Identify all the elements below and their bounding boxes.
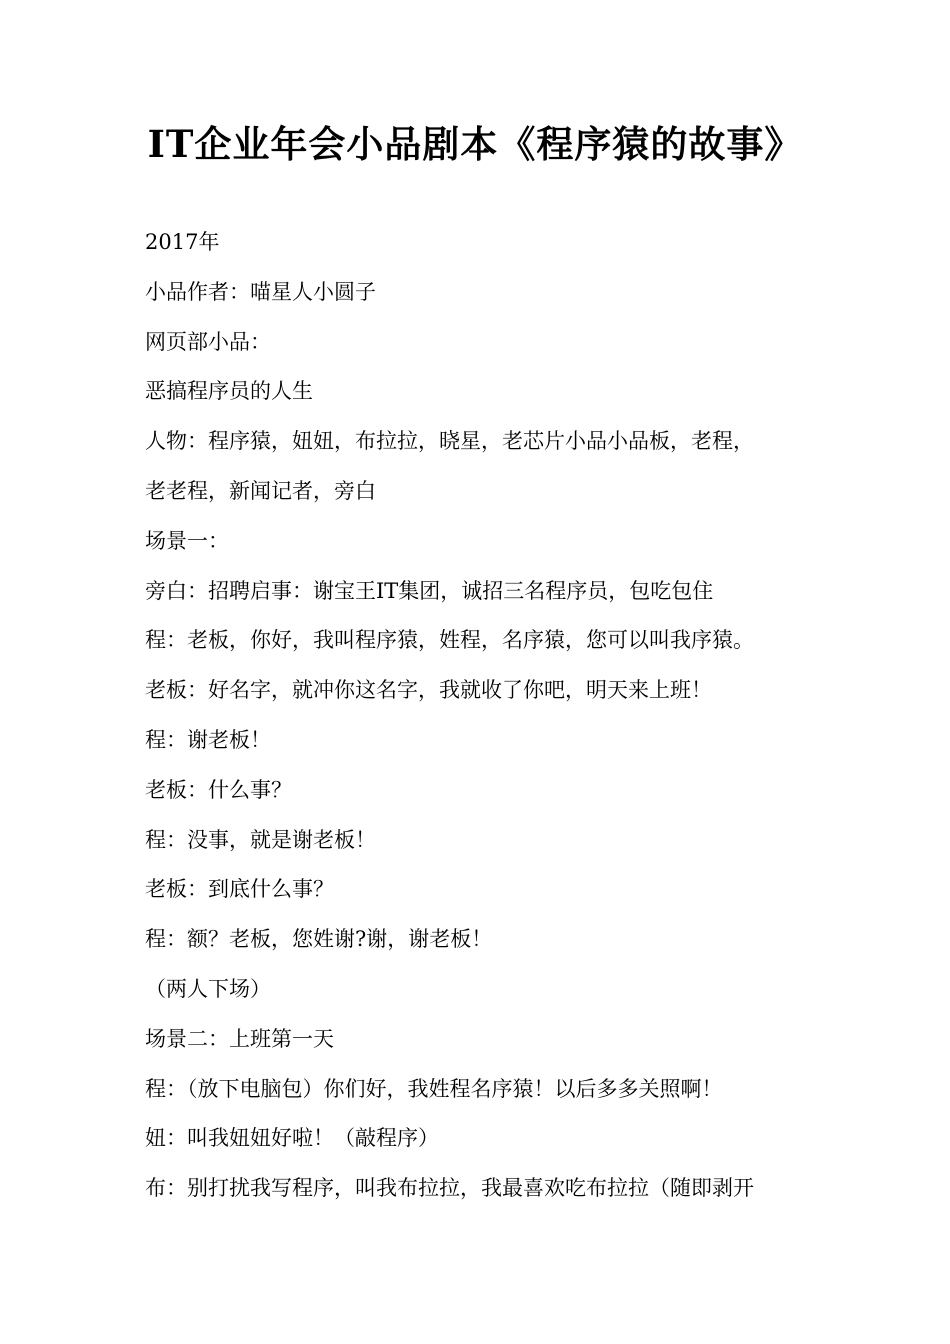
text-line: 程：没事，就是谢老板！ [145,827,376,852]
text-line: 小品作者：喵星人小圆子 [145,279,376,304]
text-line: 程：谢老板！ [145,727,271,752]
text-line: 恶搞程序员的人生 [145,379,313,404]
text-line: 网页部小品： [145,329,271,354]
text-line: 场景二：上班第一天 [145,1026,334,1051]
text-line: 妞：叫我妞妞好啦！（敲程序） [145,1126,439,1151]
text-line: 场景一： [145,528,229,553]
text-line: 老板：什么事？ [145,777,292,802]
document-title: IT企业年会小品剧本《程序猿的故事》 [147,122,803,166]
text-line: 旁白：招聘启事：谢宝王IT集团，诚招三名程序员，包吃包住 [145,578,714,603]
text-line: 2017年 [145,230,220,254]
script-body [145,224,805,1220]
text-line: 布：别打扰我写程序，叫我布拉拉，我最喜欢吃布拉拉（随即剥开 [145,1176,754,1201]
text-line: 人物：程序猿，妞妞，布拉拉，晓星，老芯片小品小品板，老程， [145,429,754,454]
text-line: 程：老板，你好，我叫程序猿，姓程，名序猿，您可以叫我序猿。 [145,628,754,653]
text-line: 程：（放下电脑包）你们好，我姓程名序猿！以后多多关照啊！ [145,1076,723,1101]
text-line: 老板：到底什么事？ [145,877,334,902]
text-line: 程：额？老板，您姓谢?谢，谢老板！ [145,927,493,952]
text-line: （两人下场） [145,976,271,1001]
text-line: 老老程，新闻记者，旁白 [145,478,376,503]
text-line: 老板：好名字，就冲你这名字，我就收了你吧，明天来上班！ [145,678,712,703]
